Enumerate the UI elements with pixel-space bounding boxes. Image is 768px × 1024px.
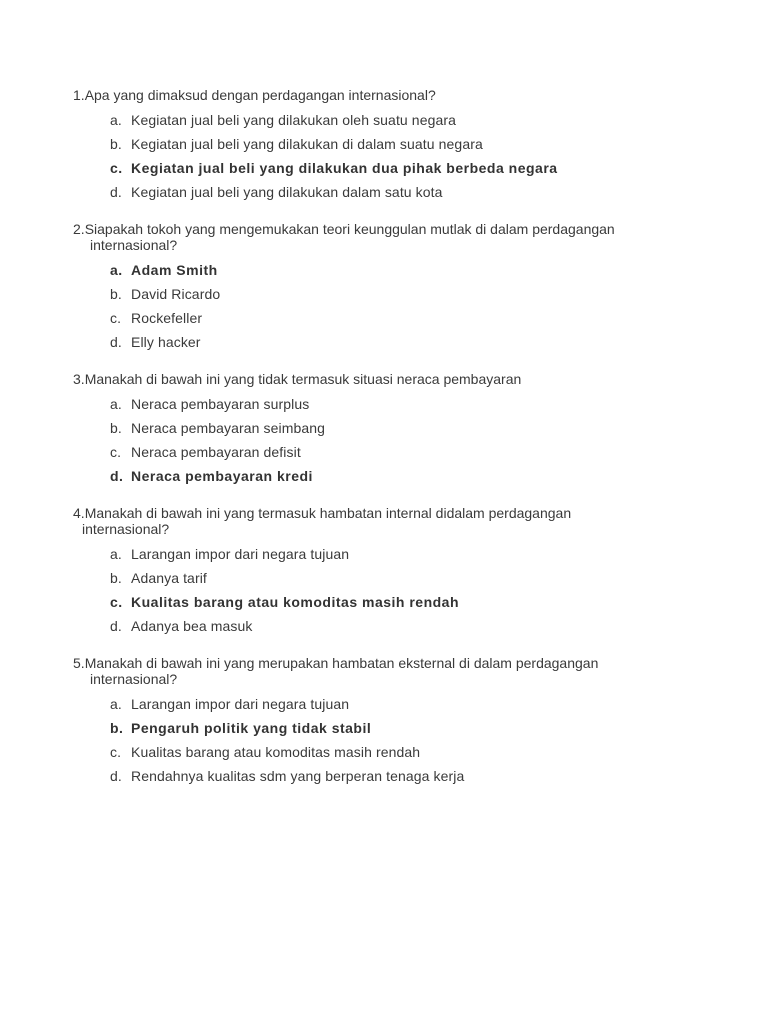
answer-option-a-correct	[110, 258, 674, 282]
answer-options	[73, 542, 674, 638]
option-letter: d.	[110, 334, 122, 350]
quiz-document	[73, 87, 674, 805]
option-letter: c.	[110, 444, 122, 460]
option-letter: c.	[110, 594, 123, 610]
answer-option-b	[110, 132, 674, 156]
question-continuation: internasional?	[90, 237, 178, 253]
answer-option-c-correct	[110, 156, 674, 180]
question-2	[73, 221, 674, 354]
question-3	[73, 371, 674, 488]
option-text: Rendahnya kualitas sdm yang berperan tenaga kerja	[131, 768, 465, 784]
question-body: Manakah di bawah ini yang termasuk hambatan internal didalam perdagangan	[84, 505, 572, 521]
answer-option-c	[110, 440, 674, 464]
option-text: Rockefeller	[131, 310, 203, 326]
option-text: Neraca pembayaran seimbang	[131, 420, 326, 436]
option-text: Neraca pembayaran surplus	[131, 396, 310, 412]
option-letter: c.	[110, 310, 122, 326]
answer-option-a	[110, 542, 674, 566]
answer-option-c-correct	[110, 590, 674, 614]
option-letter: c.	[110, 744, 122, 760]
option-letter: b.	[110, 136, 122, 152]
answer-option-d-correct	[110, 464, 674, 488]
option-letter: a.	[110, 396, 122, 412]
option-letter: b.	[110, 286, 122, 302]
option-text: Kualitas barang atau komoditas masih rendah	[131, 594, 460, 610]
option-letter: d.	[110, 184, 122, 200]
option-letter: a.	[110, 546, 122, 562]
option-letter: d.	[110, 468, 124, 484]
question-text	[73, 505, 674, 537]
question-number: 1.	[73, 87, 85, 103]
question-4	[73, 505, 674, 638]
answer-option-b-correct	[110, 716, 674, 740]
answer-option-a	[110, 692, 674, 716]
option-text: Pengaruh politik yang tidak stabil	[131, 720, 372, 736]
question-5	[73, 655, 674, 788]
question-1	[73, 87, 674, 204]
question-number: 3.	[73, 371, 85, 387]
answer-option-b	[110, 282, 674, 306]
option-text: Kegiatan jual beli yang dilakukan oleh suatu negara	[131, 112, 457, 128]
answer-option-c	[110, 740, 674, 764]
answer-options	[73, 258, 674, 354]
question-body: Siapakah tokoh yang mengemukakan teori keunggulan mutlak di dalam perdagangan	[84, 221, 615, 237]
question-continuation: internasional?	[82, 521, 170, 537]
question-body: Manakah di bawah ini yang tidak termasuk situasi neraca pembayaran	[84, 371, 522, 387]
option-letter: a.	[110, 112, 122, 128]
option-text: Adanya tarif	[131, 570, 207, 586]
option-text: Kegiatan jual beli yang dilakukan dalam satu kota	[131, 184, 443, 200]
option-letter: d.	[110, 618, 122, 634]
option-text: Kegiatan jual beli yang dilakukan dua pihak berbeda negara	[131, 160, 558, 176]
option-letter: b.	[110, 570, 122, 586]
answer-option-a	[110, 392, 674, 416]
option-letter: b.	[110, 420, 122, 436]
answer-options	[73, 108, 674, 204]
answer-option-d	[110, 764, 674, 788]
option-letter: a.	[110, 262, 123, 278]
question-number: 2.	[73, 221, 85, 237]
option-text: Neraca pembayaran defisit	[131, 444, 301, 460]
question-number: 4.	[73, 505, 85, 521]
option-text: Larangan impor dari negara tujuan	[131, 696, 350, 712]
question-text	[73, 371, 674, 387]
option-text: Adam Smith	[131, 262, 218, 278]
question-text	[73, 87, 674, 103]
option-letter: d.	[110, 768, 122, 784]
option-text: Elly hacker	[131, 334, 201, 350]
answer-option-d	[110, 180, 674, 204]
question-text	[73, 655, 674, 687]
answer-options	[73, 692, 674, 788]
answer-option-d	[110, 330, 674, 354]
option-letter: b.	[110, 720, 124, 736]
option-text: David Ricardo	[131, 286, 221, 302]
answer-option-a	[110, 108, 674, 132]
question-text	[73, 221, 674, 253]
option-text: Neraca pembayaran kredi	[131, 468, 313, 484]
option-text: Larangan impor dari negara tujuan	[131, 546, 350, 562]
question-body: Manakah di bawah ini yang merupakan hambatan eksternal di dalam perdagangan	[84, 655, 599, 671]
question-continuation: internasional?	[90, 671, 178, 687]
answer-option-b	[110, 566, 674, 590]
question-body: Apa yang dimaksud dengan perdagangan internasional?	[84, 87, 436, 103]
option-text: Kegiatan jual beli yang dilakukan di dalam suatu negara	[131, 136, 483, 152]
option-text: Adanya bea masuk	[131, 618, 253, 634]
option-letter: c.	[110, 160, 123, 176]
option-text: Kualitas barang atau komoditas masih rendah	[131, 744, 421, 760]
answer-options	[73, 392, 674, 488]
answer-option-b	[110, 416, 674, 440]
answer-option-d	[110, 614, 674, 638]
question-number: 5.	[73, 655, 85, 671]
answer-option-c	[110, 306, 674, 330]
option-letter: a.	[110, 696, 122, 712]
